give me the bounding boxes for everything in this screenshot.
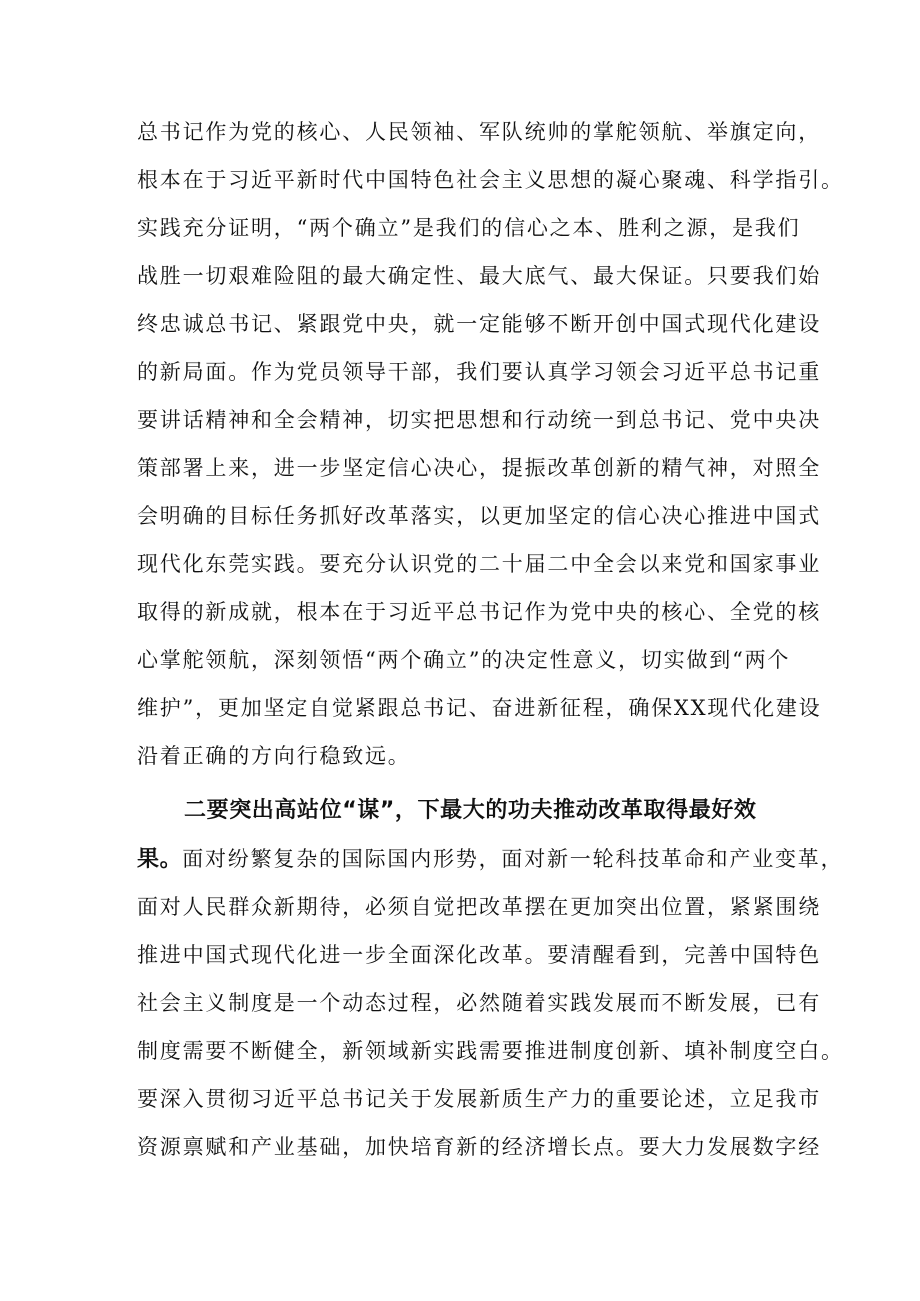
paragraph-line: 要讲话精神和全会精神，切实把思想和行动统一到总书记、党中央决 [137,408,821,432]
paragraph-line: 推进中国式现代化进一步全面深化改革。要清醒看到，完善中国特色 [137,943,821,967]
paragraph-line: 实践充分证明，“两个确立”是我们的信心之本、胜利之源，是我们 [137,216,801,240]
section-heading: 二要突出高站位“谋”，下最大的功夫推动改革取得最好效 [184,798,757,823]
paragraph-line: 策部署上来，进一步坚定信心决心，提振改革创新的精气神，对照全 [137,456,821,480]
paragraph-line: 制度需要不断健全，新领域新实践需要推进制度创新、填补制度空白。 [137,1039,844,1063]
paragraph-line: 心掌舵领航，深刻领悟“两个确立”的决定性意义，切实做到“两个 [137,648,791,672]
section-heading-end: 果。 [137,847,183,872]
paragraph-line: 根本在于习近平新时代中国特色社会主义思想的凝心聚魂、科学指引。 [137,168,844,192]
paragraph-line: 取得的新成就，根本在于习近平总书记作为党中央的核心、全党的核 [137,600,821,624]
paragraph-line: 社会主义制度是一个动态过程，必然随着实践发展而不断发展，已有 [137,991,821,1015]
paragraph-line: 要深入贯彻习近平总书记关于发展新质生产力的重要论述，立足我市 [137,1087,821,1111]
paragraph-text: 面对纷繁复杂的国际国内形势，面对新一轮科技革命和产业变革， [182,847,844,871]
paragraph-line: 总书记作为党的核心、人民领袖、军队统帅的掌舵领航、举旗定向， [137,120,821,144]
paragraph-line: 战胜一切艰难险阻的最大确定性、最大底气、最大保证。只要我们始 [137,264,821,288]
paragraph-line: 会明确的目标任务抓好改革落实，以更加坚定的信心决心推进中国式 [137,504,821,528]
paragraph-line: 面对人民群众新期待，必须自觉把改革摆在更加突出位置，紧紧围绕 [137,895,821,919]
paragraph-line: 沿着正确的方向行稳致远。 [137,744,411,768]
paragraph-line: 维护”，更加坚定自觉紧跟总书记、奋进新征程，确保XX现代化建设 [137,696,822,720]
paragraph-line: 资源禀赋和产业基础，加快培育新的经济增长点。要大力发展数字经 [137,1135,821,1159]
heading-continuation-line [137,844,843,875]
paragraph-line: 现代化东莞实践。要充分认识党的二十届二中全会以来党和国家事业 [137,552,821,576]
paragraph-line: 的新局面。作为党员领导干部，我们要认真学习领会习近平总书记重 [137,360,821,384]
paragraph-line: 终忠诚总书记、紧跟党中央，就一定能够不断开创中国式现代化建设 [137,312,821,336]
